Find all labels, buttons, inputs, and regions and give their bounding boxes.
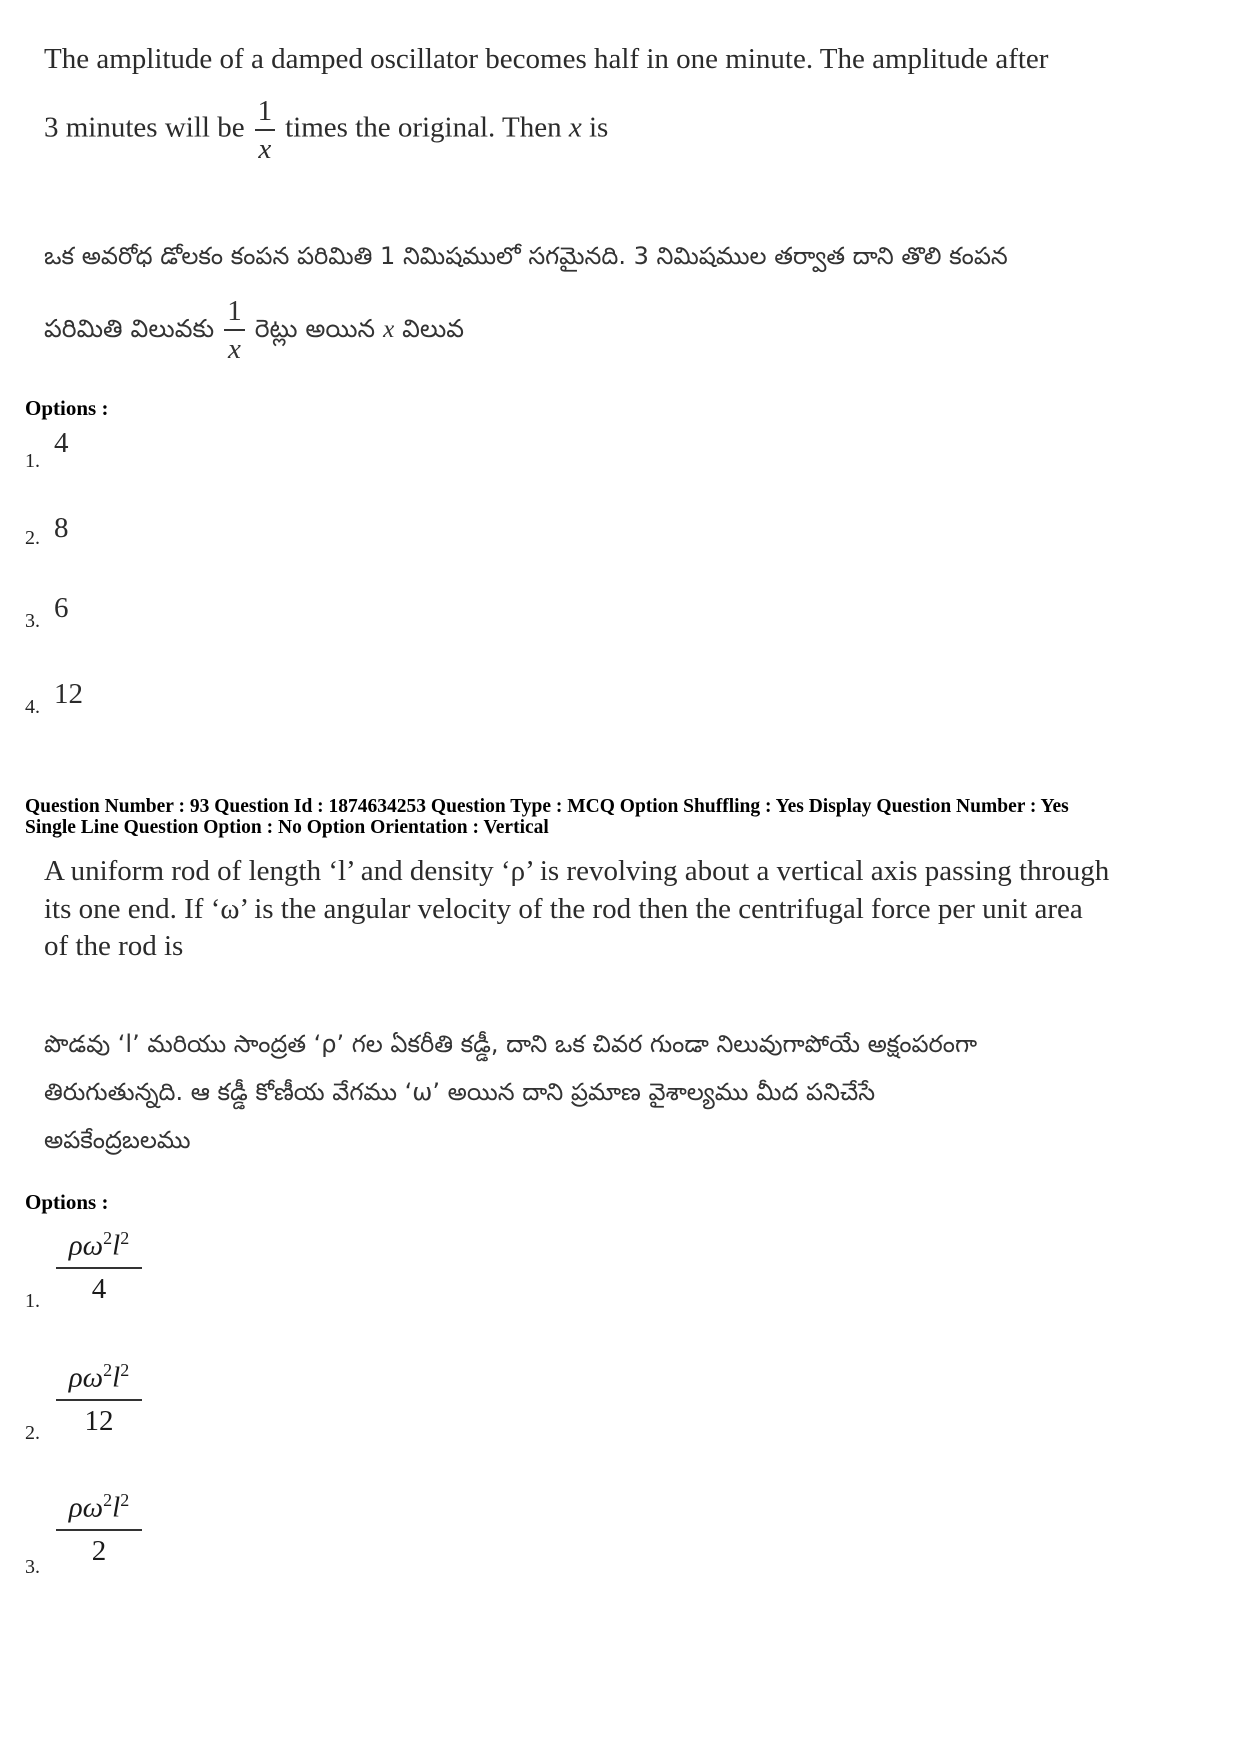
q92-te-var: x (383, 316, 395, 343)
q93-option-2-numerator (56, 1360, 142, 1401)
q93-meta-line2: Single Line Question Option : No Option Orientation : Vertical (25, 817, 549, 838)
q93-option-3-num: 3. (25, 1556, 40, 1578)
q92-option-3-num: 3. (25, 610, 40, 632)
numerator-l: l (112, 1491, 121, 1524)
q92-telugu-line1: ఒక అవరోధ డోలకం కంపన పరిమితి 1 నిమిషములో సగమైనది. 3 నిమిషముల తర్వాత దాని తొలి కంపన (44, 242, 1008, 270)
numerator-base: ρω (68, 1229, 104, 1262)
q93-option-2-num: 2. (25, 1422, 40, 1444)
q93-option-3-numerator (56, 1490, 142, 1531)
q92-stem-text-b: times the original. Then (285, 111, 562, 144)
q92-fraction (255, 95, 276, 165)
q92-stem-text-a: 3 minutes will be (44, 111, 245, 144)
q92-options-label: Options : (25, 396, 109, 420)
q92-te-text-b: రెట్లు అయిన (254, 314, 376, 343)
numerator-base: ρω (68, 1491, 104, 1524)
numerator-exp1: 2 (103, 1490, 113, 1510)
q92-telugu-line2 (44, 295, 464, 365)
q93-option-1-denominator: 4 (91, 1272, 107, 1305)
q93-option-3-fraction[interactable] (56, 1490, 142, 1568)
q93-stem-line1: A uniform rod of length ‘l’ and density ‘ρ’ is revolving about a vertical axis passing through (44, 855, 1110, 887)
q92-te-frac-num: 1 (224, 295, 245, 331)
q92-frac-num: 1 (255, 95, 276, 131)
q92-option-1-num: 1. (25, 450, 40, 472)
q92-option-3-value[interactable]: 6 (54, 592, 69, 624)
q93-option-2-fraction[interactable] (56, 1360, 142, 1438)
q92-option-2-value[interactable]: 8 (54, 512, 69, 544)
q93-telugu-line2: తిరుగుతున్నది. ఆ కడ్డీ కోణీయ వేగము ‘ω’ అయిన దాని ప్రమాణ వైశాల్యము మీద పనిచేసే (44, 1078, 876, 1106)
numerator-base: ρω (68, 1361, 104, 1394)
q92-stem-var: x (568, 111, 582, 144)
q93-stem-line2: its one end. If ‘ω’ is the angular velocity of the rod then the centrifugal force per unit area (44, 893, 1083, 925)
q92-stem-text-c: is (588, 111, 609, 144)
q93-option-1-num: 1. (25, 1290, 40, 1312)
q93-option-1-fraction[interactable] (56, 1228, 142, 1306)
q92-stem-line2 (44, 95, 608, 165)
q92-te-frac-den: x (228, 333, 241, 365)
q92-option-4-num: 4. (25, 696, 40, 718)
numerator-l: l (112, 1361, 121, 1394)
q92-option-1-value[interactable]: 4 (54, 427, 69, 459)
q93-telugu-line1: పొడవు ‘l’ మరియు సాంద్రత ‘ρ’ గల ఏకరీతి కడ్డీ, దాని ఒక చివర గుండా నిలువుగాపోయే అక్షంపరంగా (44, 1030, 978, 1058)
numerator-l: l (112, 1229, 121, 1262)
q93-option-2-denominator: 12 (84, 1404, 114, 1437)
q93-option-3-denominator: 2 (91, 1534, 107, 1567)
q92-te-text-a: పరిమితి విలువకు (44, 314, 215, 343)
q93-telugu-line3: అపకేంద్రబలము (44, 1126, 191, 1154)
numerator-exp1: 2 (103, 1228, 113, 1248)
q93-meta-line1: Question Number : 93 Question Id : 1874634253 Question Type : MCQ Option Shuffling : Yes Display Question Number : Yes (25, 796, 1069, 817)
q93-stem-line3: of the rod is (44, 930, 184, 962)
q92-stem-line1: The amplitude of a damped oscillator becomes half in one minute. The amplitude after (44, 43, 1049, 75)
q93-options-label: Options : (25, 1190, 109, 1214)
q92-frac-den: x (258, 133, 272, 165)
q92-option-4-value[interactable]: 12 (54, 678, 83, 710)
q92-option-2-num: 2. (25, 527, 40, 549)
numerator-exp1: 2 (103, 1360, 113, 1380)
numerator-exp2: 2 (120, 1490, 130, 1510)
q92-te-text-c: విలువ (402, 314, 465, 343)
q92-te-fraction (224, 295, 245, 365)
numerator-exp2: 2 (120, 1360, 130, 1380)
q93-option-1-numerator (56, 1228, 142, 1269)
numerator-exp2: 2 (120, 1228, 130, 1248)
